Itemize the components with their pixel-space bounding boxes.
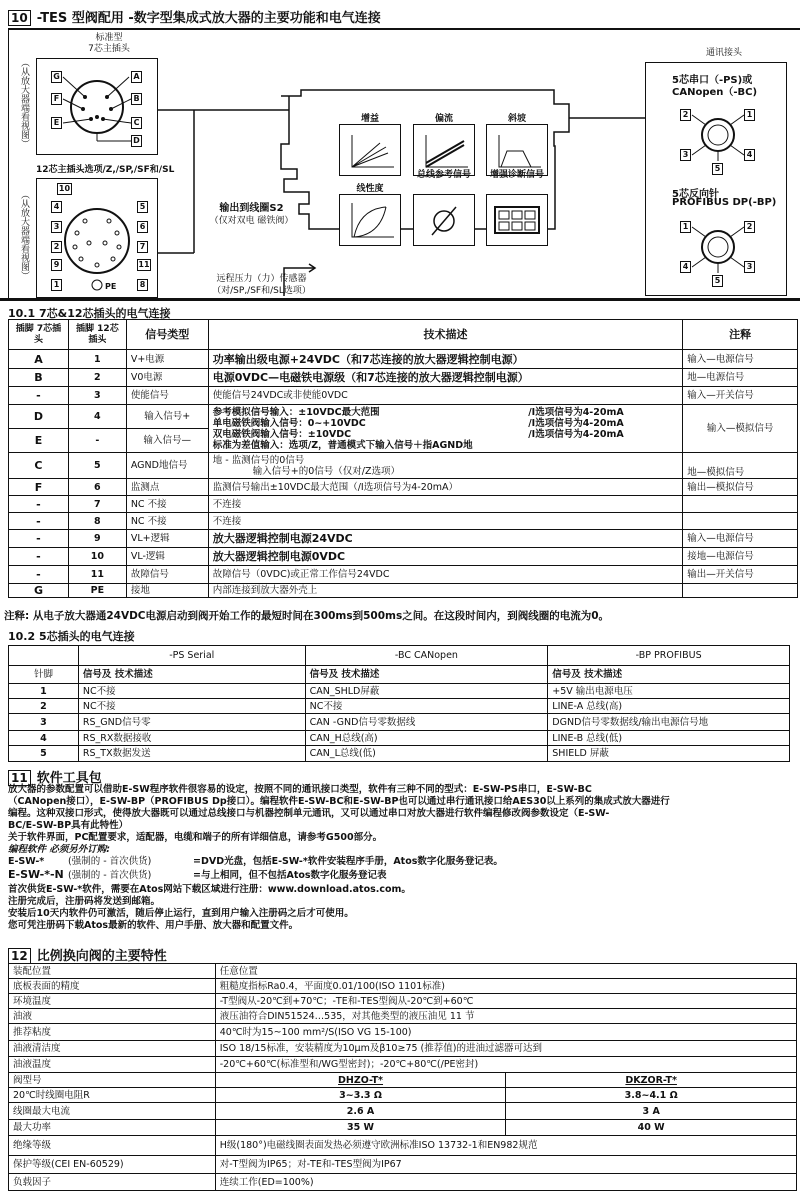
text-line: 首次供货E-SW-*软件，需要在Atos网站下载区域进行注册：www.download.atos.com。 xyxy=(8,884,411,895)
cell xyxy=(683,513,798,530)
group-ps-serial: -PS Serial xyxy=(78,646,305,666)
connection-diagram xyxy=(8,28,800,298)
cell: A xyxy=(9,350,69,369)
software-description xyxy=(8,784,793,932)
diagnostics-module xyxy=(486,194,548,246)
pin-3: 3 xyxy=(51,221,62,233)
cell: 4 xyxy=(9,731,79,746)
cell: 输入信号— xyxy=(126,429,208,453)
cell: 油液清洁度 xyxy=(9,1041,216,1057)
connector-12pin xyxy=(36,178,158,298)
desc-header: 信号及 技术描述 xyxy=(78,666,305,684)
cell: 1 xyxy=(68,350,126,369)
sensor-label: 远程压力（力）传感器 xyxy=(216,274,307,284)
cell: 2.6 A xyxy=(215,1103,506,1120)
pin-4: 4 xyxy=(51,201,62,213)
pin-E: E xyxy=(51,117,62,129)
cell: 8 xyxy=(68,513,126,530)
desc-option: /I选项信号为4-20mA xyxy=(528,428,624,440)
cell: 电源0VDC—电磁铁电源级（和7芯连接的放大器逻辑控制电源） xyxy=(208,369,682,387)
table-row xyxy=(9,1136,797,1156)
diagnostics-display-icon xyxy=(487,195,547,245)
pin-B: B xyxy=(131,93,142,105)
cell: CAN_SHLD屏蔽 xyxy=(305,684,548,699)
comm2-pin-1: 1 xyxy=(680,221,691,233)
cell: RS_RX数据接收 xyxy=(78,731,305,746)
cell: 35 W xyxy=(215,1120,506,1136)
cell: PE xyxy=(68,584,126,598)
desc-line: 单电磁铁阀输入信号：0~+10VDC xyxy=(212,417,366,429)
pin-9: 9 xyxy=(51,259,62,271)
cell: 粗糙度指标Ra0.4，平面度0.01/100(ISO 1101标准) xyxy=(215,979,796,994)
table-row xyxy=(9,566,798,584)
sensor-note: （对/SP,/SF和/SL选项） xyxy=(212,286,311,296)
cell: - xyxy=(9,566,69,584)
cell: 线圈最大电流 xyxy=(9,1103,216,1120)
table-row xyxy=(9,584,798,598)
cell: 6 xyxy=(68,479,126,496)
cell: 装配位置 xyxy=(9,964,216,979)
cell xyxy=(683,496,798,513)
pin-2: 2 xyxy=(51,241,62,253)
cell: 5 xyxy=(9,746,79,762)
cell: 输入—模拟信号 xyxy=(683,405,798,453)
cell: 输入—电源信号 xyxy=(683,530,798,548)
pin-header: 针脚 xyxy=(9,666,79,684)
cell: DKZOR-T* xyxy=(506,1073,797,1088)
table-10-2-title: 10.2 5芯插头的电气连接 xyxy=(8,630,135,643)
cell: 放大器逻辑控制电源24VDC xyxy=(208,530,682,548)
comm1-pin-1: 1 xyxy=(744,109,755,121)
cell: +5V 输出电源电压 xyxy=(548,684,790,699)
module-label-ramp: 斜坡 xyxy=(507,114,526,124)
header-notes: 注释 xyxy=(683,320,798,350)
cell: VL-逻辑 xyxy=(126,548,208,566)
cell: RS_TX数据发送 xyxy=(78,746,305,762)
comm1-pin-3: 3 xyxy=(680,149,691,161)
comm2-pin-3: 3 xyxy=(744,261,755,273)
cell: 故障信号 xyxy=(126,566,208,584)
text-line: 注册完成后，注册码将发送到邮箱。 xyxy=(8,896,161,907)
desc-line: 地 - 监测信号的0信号 xyxy=(212,454,305,466)
table-row xyxy=(9,479,798,496)
desc-option: /I选项信号为4-20mA xyxy=(528,417,624,429)
cell: 负载因子 xyxy=(9,1174,216,1191)
valve-characteristics-table xyxy=(8,963,797,1191)
cell: 绝缘等级 xyxy=(9,1136,216,1156)
cell: - xyxy=(9,387,69,405)
bus-reference-module xyxy=(413,194,475,246)
cell: 9 xyxy=(68,530,126,548)
cell: 监测点 xyxy=(126,479,208,496)
cell: 最大功率 xyxy=(9,1120,216,1136)
cell: E xyxy=(9,429,69,453)
pin-D: D xyxy=(131,135,142,147)
table-row xyxy=(9,994,797,1009)
cell: ISO 18/15标准，安装精度为10μm及β10≥75 (推荐值)的进油过滤器可达到 xyxy=(215,1041,796,1057)
table-row xyxy=(9,731,790,746)
comm1-pin-4: 4 xyxy=(744,149,755,161)
cell: RS_GND信号零 xyxy=(78,714,305,731)
pin-A: A xyxy=(131,71,142,83)
pin-5: 5 xyxy=(137,201,148,213)
desc-line: 参考模拟信号输入：±10VDC最大范围 xyxy=(212,406,380,418)
section-title: 比例换向阀的主要特性 xyxy=(36,949,167,964)
cell: 3 xyxy=(9,714,79,731)
group-bc-canopen: -BC CANopen xyxy=(305,646,548,666)
text-line: 安装后10天内软件仍可激活，随后停止运行，直到用户输入注册码之后才可使用。 xyxy=(8,908,354,919)
module-label-linearity: 线性度 xyxy=(356,184,384,194)
section-10-heading xyxy=(8,7,381,26)
cell: 接地 xyxy=(126,584,208,598)
cell: 不连接 xyxy=(208,496,682,513)
cell: 输出—开关信号 xyxy=(683,566,798,584)
pin7-label: 7芯主插头 xyxy=(88,44,130,54)
comm-connectors xyxy=(645,62,787,296)
pin-8: 8 xyxy=(137,279,148,291)
text-line: 关于软件界面，PC配置要求，适配器，电缆和端子的所有详细信息，请参考G500部分。 xyxy=(8,832,383,843)
cell: - xyxy=(9,513,69,530)
cell: -20℃+60℃(标准型和/WG型密封)；-20℃+80℃(/PE密封) xyxy=(215,1057,796,1073)
pin12-label: 12芯主插头选项/Z,/SP,/SF和/SL xyxy=(36,165,175,175)
section-12-heading xyxy=(8,945,167,964)
cell: 输入—开关信号 xyxy=(683,387,798,405)
table-row xyxy=(9,684,790,699)
cell: LINE-B 总线(低) xyxy=(548,731,790,746)
comm1-pin-2: 2 xyxy=(680,109,691,121)
table-row xyxy=(9,369,798,387)
cell: 7 xyxy=(68,496,126,513)
comm1-label: 5芯串口（-PS)或 xyxy=(672,75,753,86)
order-desc: =DVD光盘，包括E-SW-*软件安装程序手册，Atos数字化服务登记表。 xyxy=(193,856,503,867)
table-row xyxy=(9,548,798,566)
pin-10: 10 xyxy=(58,184,71,193)
table-row xyxy=(9,453,798,479)
cell: 40 W xyxy=(506,1120,797,1136)
bias-graph-icon xyxy=(414,125,474,175)
gain-module xyxy=(339,124,401,176)
cell xyxy=(9,646,79,666)
view-label-7pin: （从放大器端看视图） xyxy=(19,58,29,148)
table-row xyxy=(9,1088,797,1103)
cell xyxy=(683,584,798,598)
order-type: (强制的 - 首次供货) xyxy=(68,856,152,867)
cell: 任意位置 xyxy=(215,964,796,979)
cell: - xyxy=(68,429,126,453)
module-label-gain: 增益 xyxy=(360,114,379,124)
cell: 使能信号 xyxy=(126,387,208,405)
pin-C: C xyxy=(131,117,142,129)
pin-7: 7 xyxy=(137,241,148,253)
pe-label: PE xyxy=(105,282,117,291)
table-row xyxy=(9,513,798,530)
text-line: 您可凭注册码下载Atos最新的软件、用户手册、放大器和配置文件。 xyxy=(8,920,299,931)
cell: 故障信号（0VDC)或正常工作信号24VDC xyxy=(208,566,682,584)
cell: 保护等级(CEI EN-60529) xyxy=(9,1156,216,1174)
group-bp-profibus: -BP PROFIBUS xyxy=(548,646,790,666)
order-code: E-SW-*-N xyxy=(8,868,64,881)
section-title: -TES 型阀配用 -数字型集成式放大器的主要功能和电气连接 xyxy=(36,11,381,26)
cell: -T型阀从-20℃到+70℃；-TE和-TES型阀从-20℃到+60℃ xyxy=(215,994,796,1009)
table-row xyxy=(9,746,790,762)
text-line: BC/E-SW-BP具有此特性） xyxy=(8,820,129,831)
cell: 功率输出级电源+24VDC（和7芯连接的放大器逻辑控制电源） xyxy=(208,350,682,369)
cell: SHIELD 屏蔽 xyxy=(548,746,790,762)
cell: 不连接 xyxy=(208,513,682,530)
table-row xyxy=(9,1057,797,1073)
table-row xyxy=(9,350,798,369)
divider xyxy=(0,298,800,301)
cell: 2 xyxy=(9,699,79,714)
cell: 输入信号+ xyxy=(126,405,208,429)
cell: 地—电源信号 xyxy=(683,369,798,387)
comm2-pin-5: 5 xyxy=(712,275,723,287)
linearity-graph-icon xyxy=(340,195,400,245)
cell: H级(180°)电磁线圈表面发热必须遵守欧洲标准ISO 13732-1和EN982规范 xyxy=(215,1136,796,1156)
cell: 连续工作(ED=100%) xyxy=(215,1174,796,1191)
section-number: 11 xyxy=(8,770,31,786)
cell: 对-T型阀为IP65；对-TE和-TES型阀为IP67 xyxy=(215,1156,796,1174)
bias-module xyxy=(413,124,475,176)
desc-line: 标准为差值输入：选项/Z，普通模式下输入信号＋指AGND地 xyxy=(212,439,473,451)
connector-7pin xyxy=(36,58,158,155)
cell: CAN_H总线(高) xyxy=(305,731,548,746)
cell: 40℃时为15~100 mm²/S(ISO VG 15-100) xyxy=(215,1024,796,1041)
order-desc: =与上相同，但不包括Atos数字化服务登记表 xyxy=(193,870,387,881)
linearity-module xyxy=(339,194,401,246)
cell: F xyxy=(9,479,69,496)
cell: 5 xyxy=(68,453,126,479)
cell: 输入—电源信号 xyxy=(683,350,798,369)
cell: 3 A xyxy=(506,1103,797,1120)
view-label-12pin: （从放大器端看视图） xyxy=(19,190,29,280)
agnd-description xyxy=(208,453,682,479)
text-line: 编程。这种双接口形式，使得放大器既可以通过总线接口与机器控制单元通讯，又可以通过串口对放大器进行软件编程修改阀参数设定（E-SW- xyxy=(8,808,610,819)
ramp-module xyxy=(486,124,548,176)
bus-reference-icon xyxy=(414,195,474,245)
cell: 推荐粘度 xyxy=(9,1024,216,1041)
input-signal-description xyxy=(208,405,682,453)
cell: NC不接 xyxy=(78,699,305,714)
module-label-bias: 偏流 xyxy=(434,114,453,124)
section-number: 10 xyxy=(8,10,31,26)
output-coil-label: 输出到线圈S2 xyxy=(219,203,284,214)
order-title: 编程软件 必须另外订购: xyxy=(8,844,111,855)
five-pin-table xyxy=(8,645,790,762)
cell: 3 xyxy=(68,387,126,405)
cell: 接地—电源信号 xyxy=(683,548,798,566)
pin-connection-table xyxy=(8,319,798,598)
pin-G: G xyxy=(51,71,62,83)
table-row xyxy=(9,530,798,548)
table-row xyxy=(9,1009,797,1024)
cell: NC 不接 xyxy=(126,513,208,530)
output-coil-note: （仅对双电 磁铁阀） xyxy=(209,216,294,226)
cell: CAN_L总线(低) xyxy=(305,746,548,762)
desc-line: 输入信号+的0信号（仅对/Z选项） xyxy=(252,465,400,477)
cell: 地—模拟信号 xyxy=(683,453,798,479)
cell: 输出—模拟信号 xyxy=(683,479,798,496)
cell: 油液温度 xyxy=(9,1057,216,1073)
cell: CAN -GND信号零数据线 xyxy=(305,714,548,731)
table-row xyxy=(9,1156,797,1174)
text-line: 放大器的参数配置可以借助E-SW程序软件很容易的设定，按照不同的通讯接口类型，软件有三种不同的型式：E-SW-PS串口，E-SW-BC xyxy=(8,784,592,795)
pin-F: F xyxy=(51,93,62,105)
cell: 环境温度 xyxy=(9,994,216,1009)
cell: 内部连接到放大器外壳上 xyxy=(208,584,682,598)
desc-option: /I选项信号为4-20mA xyxy=(528,406,624,418)
header-description: 技术描述 xyxy=(208,320,682,350)
desc-header: 信号及 技术描述 xyxy=(305,666,548,684)
table-row xyxy=(9,1174,797,1191)
table-10-1-title: 10.1 7芯&12芯插头的电气连接 xyxy=(8,307,171,320)
cell: G xyxy=(9,584,69,598)
cell: 20℃时线圈电阻R xyxy=(9,1088,216,1103)
order-item xyxy=(8,856,793,868)
cell: 阀型号 xyxy=(9,1073,216,1088)
comm1-label2: CANopen（-BC) xyxy=(672,87,758,98)
table-row xyxy=(9,405,798,429)
order-item xyxy=(8,869,793,882)
section-number: 12 xyxy=(8,948,31,964)
table-row xyxy=(9,387,798,405)
section-title: 软件工具包 xyxy=(36,771,102,786)
cell: 底板表面的精度 xyxy=(9,979,216,994)
comm2-pin-4: 4 xyxy=(680,261,691,273)
header-12pin: 插脚 12芯插头 xyxy=(68,320,126,350)
pin-11: 11 xyxy=(138,260,150,269)
cell: 4 xyxy=(68,405,126,429)
table-row xyxy=(9,714,790,731)
cell: 2 xyxy=(68,369,126,387)
cell: 3.8~4.1 Ω xyxy=(506,1088,797,1103)
comm-title: 通讯接头 xyxy=(705,48,742,58)
text-line: （CANopen接口），E-SW-BP（PROFIBUS Dp接口）。编程软件E-SW-BC和E-SW-BP也可以通过串行通讯接口给AES30以上系列的集成式放大器进行 xyxy=(8,796,670,807)
cell: - xyxy=(9,548,69,566)
table-row xyxy=(9,496,798,513)
table-row xyxy=(9,1041,797,1057)
ramp-graph-icon xyxy=(487,125,547,175)
cell: 1 xyxy=(9,684,79,699)
pin-1: 1 xyxy=(51,279,62,291)
cell: NC不接 xyxy=(78,684,305,699)
pin-6: 6 xyxy=(137,221,148,233)
desc-line: 双电磁铁阀输入信号：±10VDC xyxy=(212,428,352,440)
comm2-label: 5芯反向针 xyxy=(672,189,719,200)
cell: NC 不接 xyxy=(126,496,208,513)
cell: V0电源 xyxy=(126,369,208,387)
cell: LINE-A 总线(高) xyxy=(548,699,790,714)
table-row xyxy=(9,979,797,994)
cell: DGND信号零数据线/输出电源信号地 xyxy=(548,714,790,731)
cell: 3~3.3 Ω xyxy=(215,1088,506,1103)
module-label-diagnostics: 增强诊断信号 xyxy=(489,170,544,180)
cell: DHZO-T* xyxy=(215,1073,506,1088)
gain-graph-icon xyxy=(340,125,400,175)
cell: 10 xyxy=(68,548,126,566)
standard-label: 标准型 xyxy=(95,33,123,43)
cell: - xyxy=(9,496,69,513)
cell: B xyxy=(9,369,69,387)
comm2-label2: PROFIBUS DP(-BP) xyxy=(672,197,777,208)
module-label-bus-reference: 总线参考信号 xyxy=(416,170,471,180)
table-row xyxy=(9,1103,797,1120)
table-row xyxy=(9,1024,797,1041)
header-7pin: 插脚 7芯插头 xyxy=(9,320,69,350)
cell: 监测信号输出±10VDC最大范围（/I选项信号为4-20mA） xyxy=(208,479,682,496)
order-code: E-SW-* xyxy=(8,856,45,867)
order-type: (强制的 - 首次供货) xyxy=(68,870,152,881)
cell: 放大器逻辑控制电源0VDC xyxy=(208,548,682,566)
cell: AGND地信号 xyxy=(126,453,208,479)
cell: 使能信号24VDC或非使能0VDC xyxy=(208,387,682,405)
comm2-pin-2: 2 xyxy=(744,221,755,233)
cell: C xyxy=(9,453,69,479)
cell: - xyxy=(9,530,69,548)
startup-note: 注释: 从电子放大器通24VDC电源启动到阀开始工作的最短时间在300ms到500ms之间。在这段时间内，到阀线圈的电流为0。 xyxy=(4,610,610,622)
header-signal-type: 信号类型 xyxy=(126,320,208,350)
desc-header: 信号及 技术描述 xyxy=(548,666,790,684)
table-row xyxy=(9,964,797,979)
cell: 11 xyxy=(68,566,126,584)
table-row xyxy=(9,699,790,714)
cell: VL+逻辑 xyxy=(126,530,208,548)
cell: D xyxy=(9,405,69,429)
table-row xyxy=(9,1073,797,1088)
cell: 油液 xyxy=(9,1009,216,1024)
table-row xyxy=(9,1120,797,1136)
comm1-pin-5: 5 xyxy=(712,163,723,175)
cell: 液压油符合DIN51524…535，对其他类型的液压油见 11 节 xyxy=(215,1009,796,1024)
cell: NC不接 xyxy=(305,699,548,714)
cell: V+电源 xyxy=(126,350,208,369)
